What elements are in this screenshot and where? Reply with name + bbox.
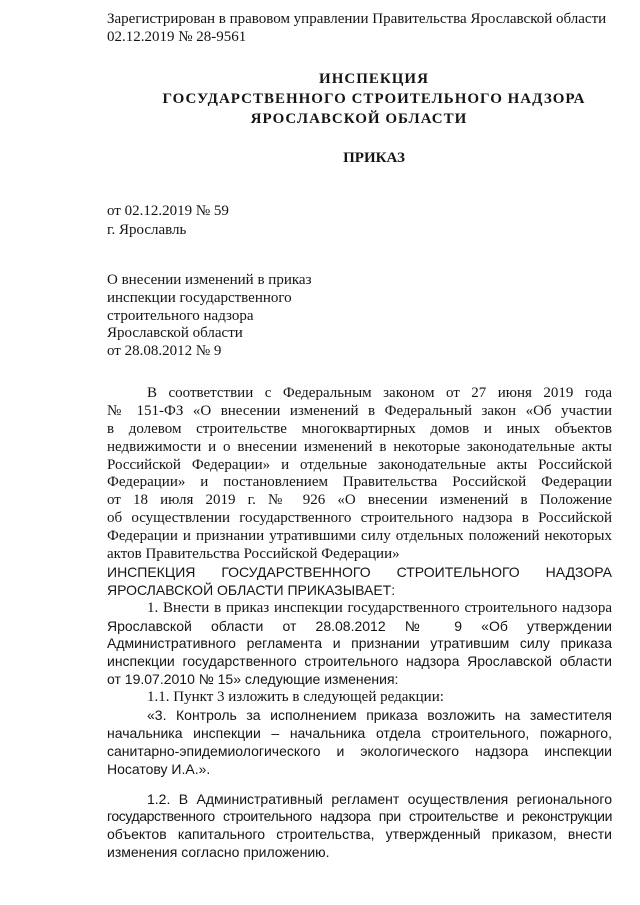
item-1-line: от 19.07.2010 № 15» следующие изменения: <box>107 671 399 688</box>
subject-line: от 28.08.2012 № 9 <box>107 343 222 360</box>
item-1-2-line: 1.2. В Административный регламент осуществления регионального <box>147 790 612 807</box>
item-1-line: 1. Внести в приказ инспекции государственного строительного надзора <box>147 599 612 616</box>
registration-stamp <box>107 10 612 46</box>
preamble-line: В соответствии с Федеральным законом от 27 июня 2019 года <box>147 385 612 401</box>
preamble-line: об осуществлении государственного строительного надзора в Российской <box>107 510 612 527</box>
directive-line: ИНСПЕКЦИЯ ГОСУДАРСТВЕННОГО СТРОИТЕЛЬНОГО НАДЗОРА <box>107 563 612 580</box>
preamble-line: Федерации» и постановлением Правительства Российской Федерации <box>107 474 612 491</box>
registration-line: Зарегистрирован в правовом управлении Правительства Ярославской области <box>107 11 607 27</box>
subject-line: инспекции государственного <box>107 289 292 306</box>
item-1-1-paragraph <box>107 689 612 707</box>
document-type: ПРИКАЗ <box>343 150 405 166</box>
preamble-line: Российской Федерации» и отдельные законодательные акты Российской <box>107 456 612 473</box>
preamble-line: № 151-ФЗ «О внесении изменений в Федеральный закон «Об участии <box>107 402 612 419</box>
preamble-paragraph <box>107 385 612 564</box>
title-line: ИНСПЕКЦИЯ <box>319 71 429 87</box>
subject-line: строительного надзора <box>107 307 254 324</box>
subject-line: Ярославской области <box>107 325 243 342</box>
quote-line: начальника инспекции – начальника отдела строительного, пожарного, <box>107 724 612 741</box>
item-1-2-line: изменения согласно приложению. <box>107 844 330 861</box>
preamble-line: недвижимости и о внесении изменений в некоторые законодательные акты <box>107 438 612 455</box>
item-1-2-paragraph <box>107 791 612 863</box>
quote-line: «3. Контроль за исполнением приказа возложить на заместителя <box>147 707 612 724</box>
preamble-line: актов Правительства Российской Федерации» <box>107 546 400 563</box>
preamble-line: Федерации и признании утратившими силу отдельных положений некоторых <box>107 528 612 545</box>
item-1-paragraph <box>107 600 612 689</box>
preamble-line: в долевом строительстве многоквартирных домов и иных объектов <box>107 420 612 437</box>
order-date-number: от 02.12.2019 № 59 <box>107 203 229 219</box>
item-1-2-line: государственного строительного надзора при строительстве и реконструкции <box>107 808 612 825</box>
subject-line: О внесении изменений в приказ <box>107 272 312 288</box>
order-subject <box>107 272 612 361</box>
preamble-line: от 18 июля 2019 г. № 926 «О внесении изменений в Положение <box>107 492 612 509</box>
title-line: ГОСУДАРСТВЕННОГО СТРОИТЕЛЬНОГО НАДЗОРА <box>162 91 586 107</box>
registration-number: 02.12.2019 № 28-9561 <box>107 29 247 45</box>
order-body <box>107 385 612 862</box>
quote-line: Носатову И.А.». <box>107 760 211 777</box>
item-1-line: инспекции государственного строительного надзора Ярославской области <box>107 653 612 670</box>
item-1-2-line: объектов капитального строительства, утвержденный приказом, внести <box>107 826 612 843</box>
item-1-line: Административного регламента и признании утратившим силу приказа <box>107 635 612 652</box>
item-1-1-quote <box>107 707 612 779</box>
order-meta <box>107 202 612 239</box>
item-1-line: Ярославской области от 28.08.2012 № 9 «Об утверждении <box>107 617 612 634</box>
directive-paragraph <box>107 564 612 600</box>
item-1-1-line: 1.1. Пункт 3 изложить в следующей редакции: <box>147 689 444 706</box>
order-place: г. Ярославль <box>107 221 187 238</box>
directive-line: ЯРОСЛАВСКОЙ ОБЛАСТИ ПРИКАЗЫВАЕТ: <box>107 581 396 598</box>
title-line: ЯРОСЛАВСКОЙ ОБЛАСТИ <box>250 111 468 127</box>
issuer-title <box>122 69 626 129</box>
quote-line: санитарно-эпидемиологического и экологического надзора инспекции <box>107 742 612 759</box>
